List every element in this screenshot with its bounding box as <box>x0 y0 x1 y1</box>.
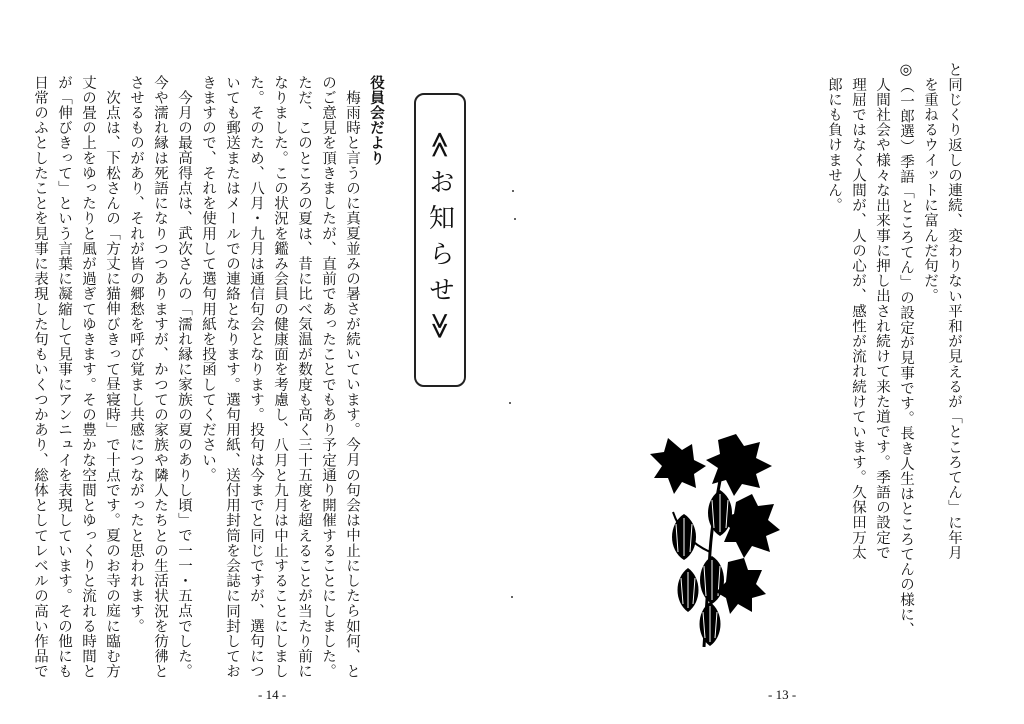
comment-line: と同じくり返しの連続、変わりない平和が見えるが「ところてん」に年月 <box>946 62 962 561</box>
section-heading: 役員会だより <box>368 75 385 166</box>
body-line: が「伸びきって」という言葉に凝縮して見事にアンニュイを表現しています。その他にも <box>56 75 72 679</box>
body-line: ただ、このところの夏は、昔に比べ気温が数度も高く三十五度を超えることが当たり前に <box>296 75 312 679</box>
hozuki-plant-icon <box>648 432 780 647</box>
body-line: 次点は、下松さんの「方丈に猫伸びきって昼寝時」で十点です。夏のお寺の庭に臨む方 <box>104 89 120 679</box>
body-line: きますので、それを使用して選句用紙を投函してください。 <box>200 75 216 483</box>
comment-line: ◎（一郎選）季語「ところてん」の設定が見事です。長き人生はところてんの様に、 <box>898 62 914 638</box>
page-number-right: - 13 - <box>768 687 797 702</box>
body-line: いても郵送またはメールでの連絡となります。選句用紙、送付用封筒を会誌に同封してお <box>224 75 240 679</box>
body-line: 今や濡れ縁は死語になりつつありますが、かつての家族や隣人たちとの生活状況を彷彿と <box>152 75 168 679</box>
body-line: なりました。この状況を鑑み会員の健康面を考慮し、八月と九月は中止することにしまし <box>272 75 288 679</box>
scan-speck <box>514 218 516 220</box>
comment-line: 郎にも負けません。 <box>826 76 842 213</box>
officers-news-text <box>28 75 388 679</box>
body-line: 丈の畳の上をゆったりと風が過ぎてゆきます。その豊かな空間とゆっくりと流れる時間と <box>80 75 96 679</box>
scan-speck <box>511 596 513 598</box>
body-line: 日常のふとしたことを見事に表現した句もいくつかあり、総体としてレベルの高い作品で <box>32 75 48 679</box>
notice-title: ≪お知らせ≫ <box>424 130 455 350</box>
comment-line: 理屈ではなく人間が、人の心が、感性が流れ続けています。久保田万太 <box>850 76 866 560</box>
comment-line: 人間社会や様々な出来事に押し出され続けて来た道です。季語の設定で <box>874 76 890 560</box>
page-number-left: - 14 - <box>258 687 287 702</box>
body-line: させるものがあり、それが皆の郷愁を呼び覚まし共感につながったと思われます。 <box>128 75 144 634</box>
body-line: 今月の最高得点は、武次さんの「濡れ縁に家族の夏のありし頃」で一一・五点でした。 <box>176 89 192 679</box>
scan-speck <box>512 190 514 192</box>
body-line: 梅雨時と言うのに真夏並みの暑さが続いています。今月の句会は中止にしたら如何、と <box>344 89 360 679</box>
notice-title-box <box>414 93 466 387</box>
scan-speck <box>509 402 511 404</box>
body-line: のご意見を頂きましたが、直前であったことでもあり予定通り開催することにしました。 <box>320 75 336 679</box>
selection-comment-text <box>822 62 966 662</box>
body-line: た。そのため、八月・九月は通信句会となります。投句は今までと同じですが、選句につ <box>248 75 264 679</box>
comment-line: を重ねるウイットに富んだ句だ。 <box>922 76 938 303</box>
